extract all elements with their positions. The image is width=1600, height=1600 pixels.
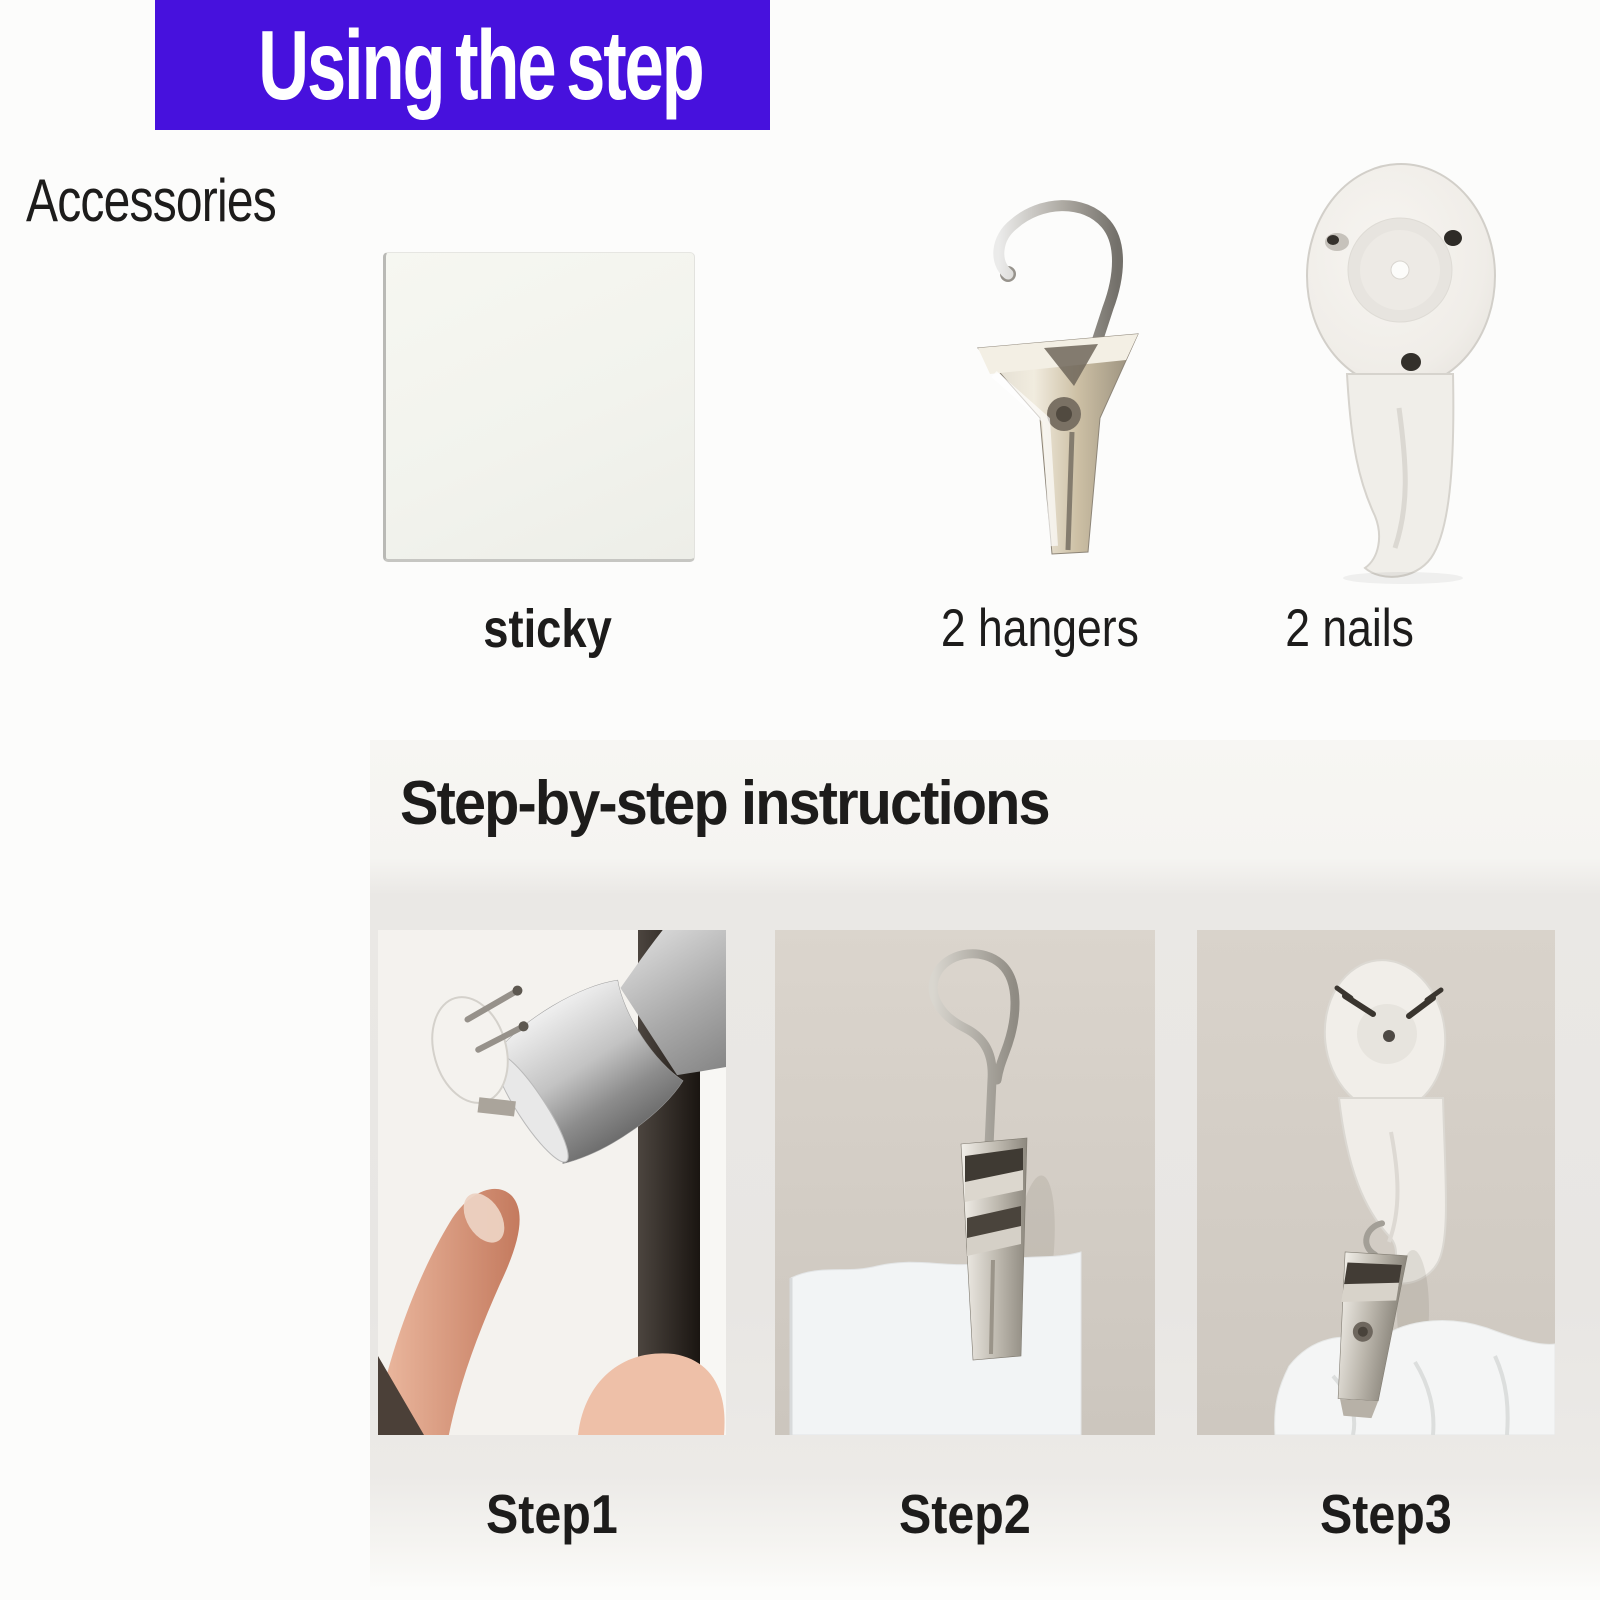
title-banner bbox=[155, 0, 770, 130]
banner-title: Using the step bbox=[258, 10, 703, 120]
step3-label-wrap bbox=[1276, 1482, 1496, 1546]
step3-label: Step3 bbox=[1320, 1483, 1452, 1545]
curtain-clip-hanger-icon bbox=[948, 156, 1192, 560]
sticky-label: sticky bbox=[483, 599, 613, 659]
wall-nail-hook-icon bbox=[1283, 150, 1525, 586]
hangers-label: 2 hangers bbox=[940, 599, 1140, 658]
hangers-label-wrap bbox=[890, 598, 1190, 659]
step3-photo-clip-on-hook-with-cloth bbox=[1197, 930, 1555, 1435]
nails-label-wrap bbox=[1200, 598, 1500, 659]
step2-photo-clip-holding-paper bbox=[775, 930, 1155, 1435]
instructions-heading: Step-by-step instructions bbox=[400, 769, 1049, 838]
instructions-panel bbox=[370, 740, 1600, 1590]
step1-label-wrap bbox=[442, 1482, 662, 1546]
step1-photo-hammering-nail-hook bbox=[378, 930, 726, 1435]
accessories-section-label: Accessories bbox=[26, 167, 276, 234]
sticky-pad-icon bbox=[383, 252, 695, 562]
step2-label-wrap bbox=[855, 1482, 1075, 1546]
nails-label: 2 nails bbox=[1285, 599, 1415, 658]
step1-label: Step1 bbox=[486, 1483, 618, 1545]
step2-label: Step2 bbox=[899, 1483, 1031, 1545]
sticky-label-wrap bbox=[448, 598, 648, 660]
